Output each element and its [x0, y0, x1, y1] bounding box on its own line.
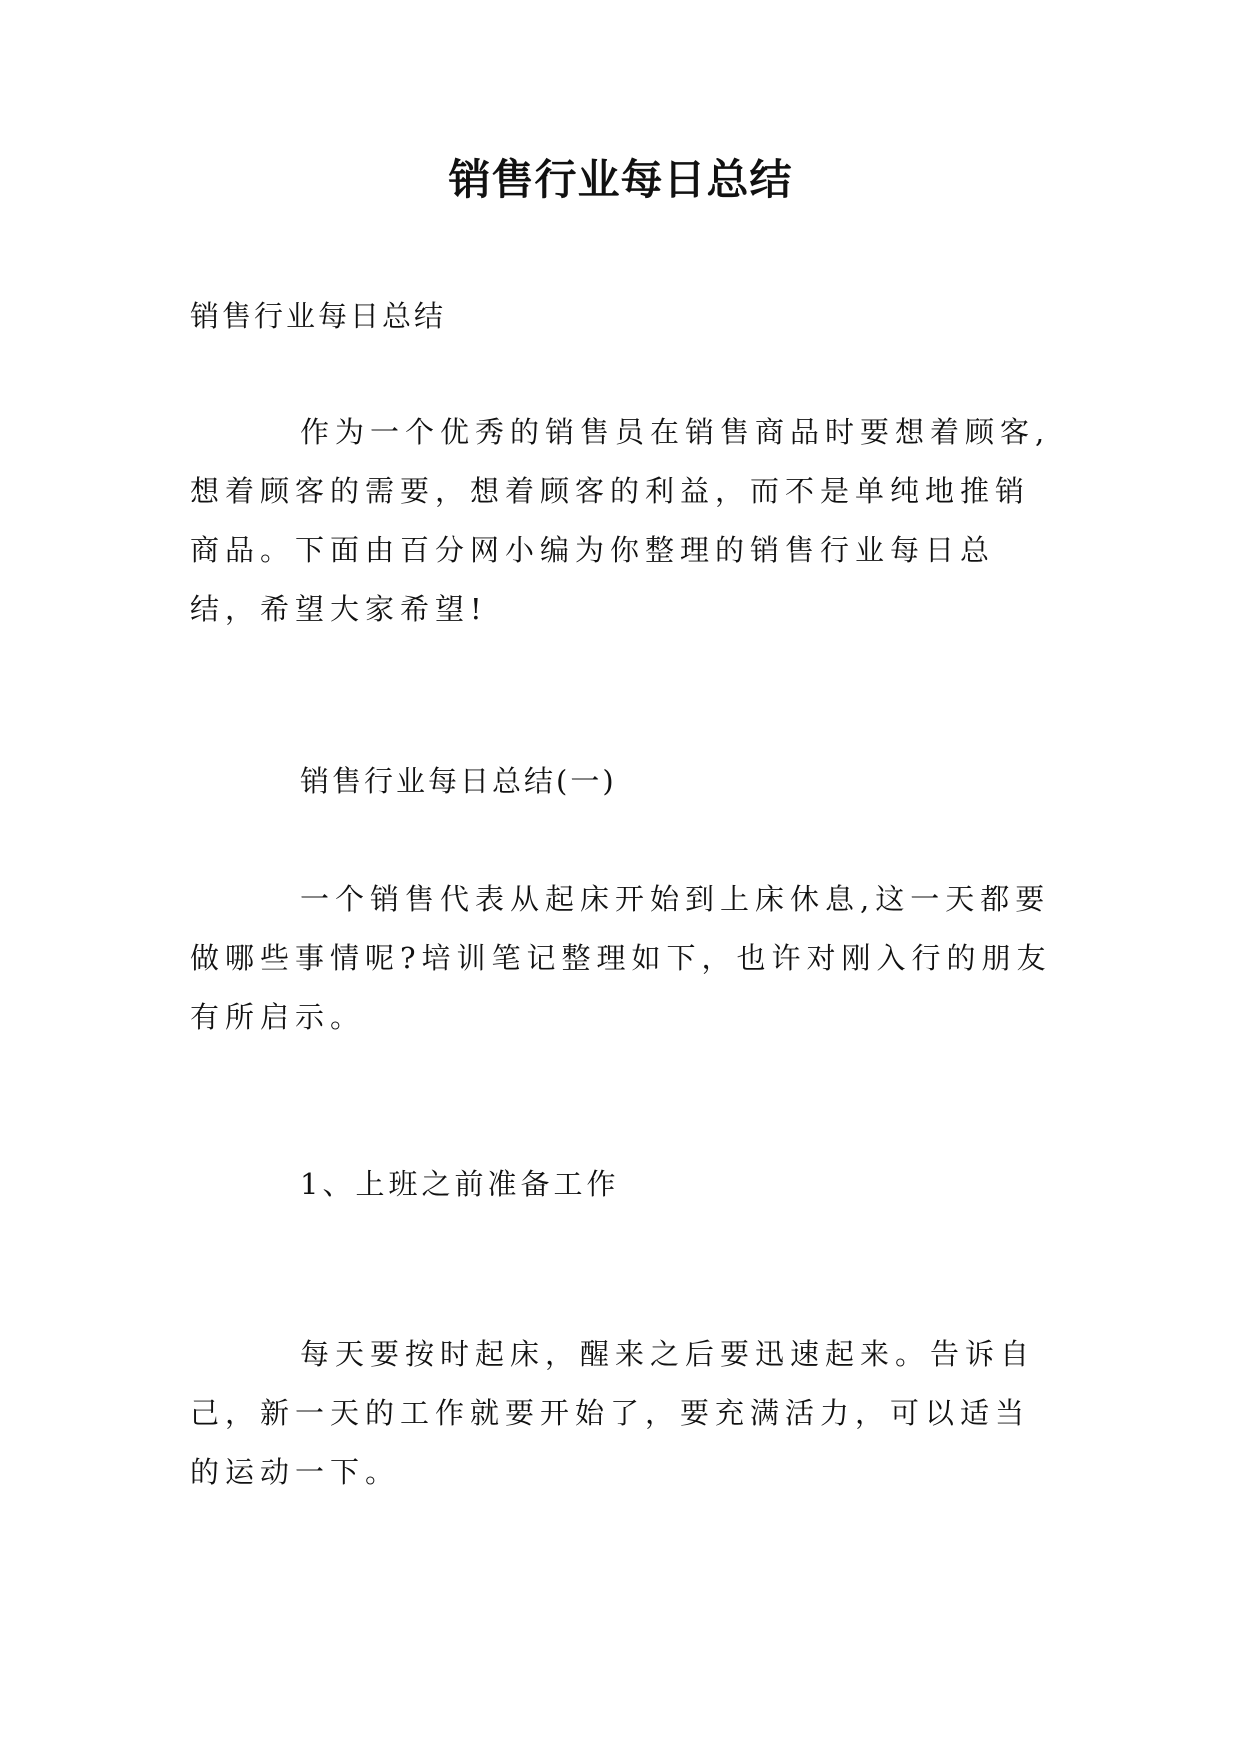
section-heading: 销售行业每日总结(一) [300, 764, 617, 798]
section-paragraph: 一个销售代表从起床开始到上床休息,这一天都要做哪些事情呢?培训笔记整理如下，也许对刚入行的朋友有所启示。 [190, 882, 1052, 1034]
item-paragraph: 每天要按时起床，醒来之后要迅速起来。告诉自己，新一天的工作就要开始了，要充满活力，可以适当的运动一下。 [190, 1337, 1036, 1489]
document-title: 销售行业每日总结 [448, 155, 793, 204]
item-heading: 1、上班之前准备工作 [300, 1167, 620, 1201]
document-subtitle: 销售行业每日总结 [190, 299, 447, 333]
intro-paragraph: 作为一个优秀的销售员在销售商品时要想着顾客,想着顾客的需要，想着顾客的利益，而不是单纯地推销商品。下面由百分网小编为你整理的销售行业每日总结，希望大家希望! [190, 415, 1051, 626]
